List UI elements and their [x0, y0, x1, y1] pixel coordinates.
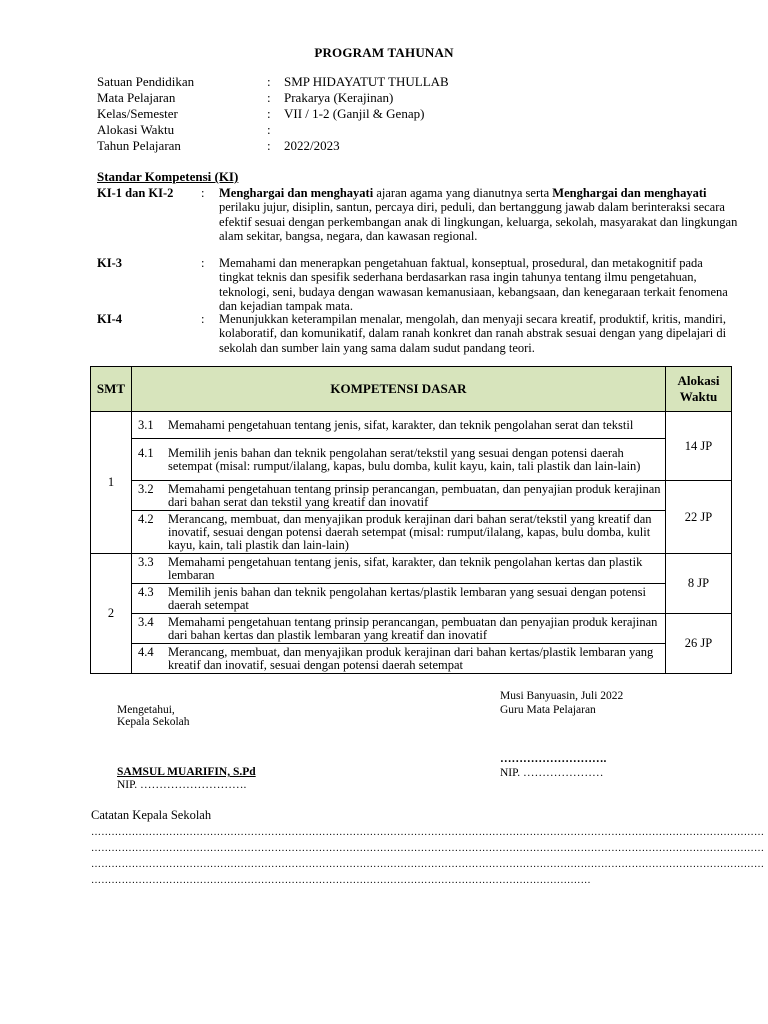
- kd-text: Merancang, membuat, dan menyajikan produk kerajinan dari bahan kertas/plastik lembaran yang kreatif dan inovatif, sesuai dengan potensi daerah setempat: [168, 645, 654, 672]
- kd-number: 4.2: [138, 512, 154, 526]
- ki-bold-text: Menghargai dan menghayati: [219, 186, 374, 200]
- teacher-name: ……………………….: [500, 753, 607, 765]
- info-label: Kelas/Semester: [97, 106, 178, 121]
- kd-number: 3.1: [138, 418, 154, 432]
- document-title: PROGRAM TAHUNAN: [314, 45, 454, 60]
- info-value: VII / 1-2 (Ganjil & Genap): [284, 106, 425, 121]
- place-date: Musi Banyuasin, Juli 2022: [500, 690, 624, 702]
- notes-line: ………………………………………………………………………………………………………………………………………………………………………………: [91, 827, 765, 838]
- kd-cell: [132, 554, 666, 584]
- kd-text: Memahami pengetahuan tentang jenis, sifat, karakter, dan teknik pengolahan serat dan tekstil: [168, 418, 634, 432]
- info-label: Satuan Pendidikan: [97, 74, 195, 89]
- kd-item: [132, 511, 665, 553]
- header-alokasi-waktu: Alokasi Waktu: [666, 367, 732, 412]
- ki-colon: :: [201, 256, 205, 270]
- principal-role: Kepala Sekolah: [117, 716, 190, 728]
- ki-text-part: perilaku jujur, disiplin, santun, percaya diri, peduli, dan bertanggung jawab dalam berinteraksi secara efektif sesuai dengan perkembangan anak di lingkungan, keluarga, sekolah, masyarakat dan lingkungan alam sekitar, bangsa, negara, dan kawasan regional.: [219, 200, 738, 243]
- info-label: Mata Pelajaran: [97, 90, 176, 105]
- jp-cell: 26 JP: [666, 614, 732, 674]
- notes-title: Catatan Kepala Sekolah: [91, 808, 212, 822]
- info-value: SMP HIDAYATUT THULLAB: [284, 74, 449, 89]
- table-row: [91, 614, 732, 644]
- info-colon: :: [267, 74, 271, 89]
- table-header-row: [91, 367, 732, 412]
- principal-nip: NIP. ……………………….: [117, 779, 247, 791]
- ki-text: Menunjukkan keterampilan menalar, mengolah, dan menyaji secara kreatif, produktif, kritis, mandiri, kolaboratif, dan komunikatif, dalam ranah konkret dan ranah abstrak sesuai dengan yang dipelajari di sekolah dan sumber lain yang sama dalam sudut pandang teori.: [219, 312, 727, 355]
- kd-cell: [132, 584, 666, 614]
- ki-label: KI-4: [97, 312, 122, 326]
- table-row: [91, 439, 732, 481]
- kd-number: 4.3: [138, 585, 154, 599]
- kd-number: 4.1: [138, 446, 154, 460]
- principal-name: SAMSUL MUARIFIN, S.Pd: [117, 766, 256, 778]
- info-colon: :: [267, 138, 271, 153]
- table-row: [91, 412, 732, 439]
- kd-item: [132, 584, 665, 613]
- kd-number: 3.4: [138, 615, 154, 629]
- kd-item: [132, 445, 665, 474]
- kd-number: 4.4: [138, 645, 154, 659]
- kd-text: Memilih jenis bahan dan teknik pengolahan kertas/plastik lembaran yang sesuai dengan potensi daerah setempat: [168, 585, 646, 612]
- header-kompetensi-dasar: KOMPETENSI DASAR: [132, 367, 666, 412]
- ki-heading: Standar Kompetensi (KI): [97, 169, 239, 184]
- teacher-role: Guru Mata Pelajaran: [500, 704, 596, 716]
- kd-text: Merancang, membuat, dan menyajikan produk kerajinan dari bahan serat/tekstil yang kreatif dan inovatif, sesuai dengan potensi daerah setempat (misal: rumput/ilalang, kapas, bulu domba, kulit kayu, kain, tali plastik dan lain-lain): [168, 512, 652, 552]
- kd-cell: [132, 644, 666, 674]
- kd-item: [132, 481, 665, 510]
- smt-cell: 1: [91, 412, 132, 554]
- kd-text: Memahami pengetahuan tentang prinsip perancangan, pembuatan, dan penyajian produk kerajinan dari bahan serat dan tekstil yang kreatif dan inovatif: [168, 482, 661, 509]
- kd-cell: [132, 614, 666, 644]
- table-row: [91, 644, 732, 674]
- notes-line: ………………………………………………………………………………………………………………………………………………………………………………: [91, 859, 765, 870]
- kd-cell: [132, 412, 666, 439]
- kd-item: [132, 554, 665, 583]
- kd-item: [132, 644, 665, 673]
- jp-cell: 8 JP: [666, 554, 732, 614]
- kd-item: [132, 614, 665, 643]
- notes-line: ………………………………………………………………………………………………………………………………………………………………………………: [91, 843, 765, 854]
- table-row: [91, 511, 732, 554]
- header-smt: SMT: [91, 367, 132, 412]
- ki-text-part: ajaran agama yang dianutnya serta: [373, 186, 553, 200]
- ki-colon: :: [201, 312, 205, 326]
- kd-cell: [132, 481, 666, 511]
- ki-text: [219, 186, 739, 243]
- kompetensi-dasar-table: [90, 366, 732, 674]
- jp-cell: 22 JP: [666, 481, 732, 554]
- info-value: 2022/2023: [284, 138, 340, 153]
- kd-number: 3.2: [138, 482, 154, 496]
- kd-cell: [132, 439, 666, 481]
- ki-label: KI-1 dan KI-2: [97, 186, 174, 200]
- teacher-nip: NIP. …………………: [500, 767, 604, 779]
- table-row: [91, 554, 732, 584]
- ki-bold-text: Menghargai dan menghayati: [552, 186, 707, 200]
- kd-number: 3.3: [138, 555, 154, 569]
- acknowledge-label: Mengetahui,: [117, 704, 175, 716]
- kd-text: Memahami pengetahuan tentang jenis, sifat, karakter, dan teknik pengolahan kertas dan plastik lembaran: [168, 555, 643, 582]
- notes-line: …………………………………………………………………………………………………………………………………: [91, 875, 591, 886]
- jp-cell: 14 JP: [666, 412, 732, 481]
- info-label: Tahun Pelajaran: [97, 138, 181, 153]
- info-colon: :: [267, 122, 271, 137]
- ki-colon: :: [201, 186, 205, 200]
- info-label: Alokasi Waktu: [97, 122, 175, 137]
- ki-text: Memahami dan menerapkan pengetahuan faktual, konseptual, prosedural, dan metakognitif pada tingkat teknis dan spesifik sederhana berdasarkan rasa ingin tahunya tentang ilmu pengetahuan, teknologi, seni, budaya dengan wawasan kemanusiaan, kebangsaan, dan kenegaraan terkait fenomena dan kejadian tampak mata.: [219, 256, 728, 313]
- ki-label: KI-3: [97, 256, 122, 270]
- smt-cell: 2: [91, 554, 132, 674]
- info-value: Prakarya (Kerajinan): [284, 90, 394, 105]
- kd-cell: [132, 511, 666, 554]
- info-colon: :: [267, 90, 271, 105]
- kd-item: [132, 417, 665, 433]
- table-row: [91, 584, 732, 614]
- kd-text: Memilih jenis bahan dan teknik pengolahan serat/tekstil yang sesuai dengan potensi daerah setempat (misal: rumput/ilalang, kapas, bulu domba, kulit kayu, kain, tali plastik dan lain-lain): [168, 446, 641, 473]
- kd-text: Memahami pengetahuan tentang prinsip perancangan, pembuatan dan penyajian produk kerajinan dari bahan kertas dan plastik lembaran yang kreatif dan inovatif: [168, 615, 658, 642]
- table-row: [91, 481, 732, 511]
- info-colon: :: [267, 106, 271, 121]
